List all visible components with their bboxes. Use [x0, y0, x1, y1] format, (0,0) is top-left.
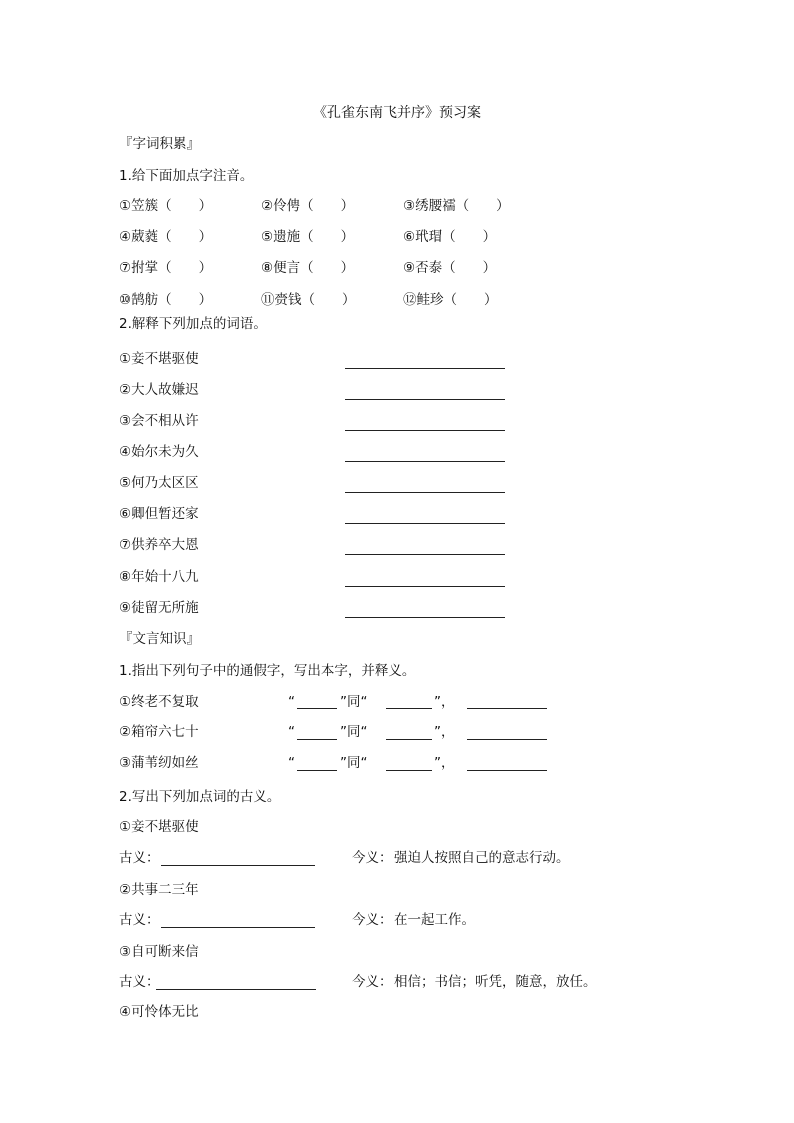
question-4-prompt: 2.写出下列加点词的古义。	[119, 789, 281, 805]
open-quote: “	[288, 755, 295, 771]
jinyi-label: 今义：	[352, 912, 393, 928]
guyi-sentence: ①妾不堪驱使	[119, 819, 199, 835]
close-quote: ”，	[434, 694, 455, 710]
explain-item: ⑨徒留无所施	[119, 600, 199, 616]
section-heading-classical: 『文言知识』	[119, 631, 200, 647]
answer-line[interactable]	[345, 617, 505, 618]
guyi-answer-line[interactable]	[161, 865, 315, 866]
pinyin-item: ⑫鲑珍（ ）	[403, 292, 498, 308]
pinyin-item: ④葳蕤（ ）	[119, 229, 213, 245]
blank-benzi[interactable]	[386, 708, 432, 709]
guyi-answer-line[interactable]	[161, 927, 315, 928]
question-1-prompt: 1.给下面加点字注音。	[119, 168, 254, 184]
jinyi-text: 相信；书信；听凭，随意，放任。	[394, 974, 597, 990]
jinyi-text: 在一起工作。	[394, 912, 475, 928]
same-as-label: ”同“	[340, 755, 368, 771]
section-heading-vocab: 『字词积累』	[119, 136, 200, 152]
guyi-label: 古义：	[119, 974, 160, 990]
guyi-sentence: ③自可断来信	[119, 944, 199, 960]
answer-line[interactable]	[345, 523, 505, 524]
pinyin-item: ②伶俜（ ）	[261, 198, 355, 214]
blank-jiajie[interactable]	[297, 739, 337, 740]
pinyin-item: ⑦拊掌（ ）	[119, 260, 213, 276]
tongjia-item: ①终老不复取	[119, 694, 199, 710]
question-2-prompt: 2.解释下列加点的词语。	[119, 316, 267, 332]
pinyin-item: ⑨否泰（ ）	[403, 260, 497, 276]
jinyi-text: 强迫人按照自己的意志行动。	[394, 850, 570, 866]
explain-item: ⑧年始十八九	[119, 569, 199, 585]
pinyin-item: ①笠簇（ ）	[119, 198, 213, 214]
blank-jiajie[interactable]	[297, 708, 337, 709]
blank-benzi[interactable]	[386, 739, 432, 740]
pinyin-item: ⑪赍钱（ ）	[261, 292, 356, 308]
answer-line[interactable]	[345, 368, 505, 369]
blank-meaning[interactable]	[467, 708, 547, 709]
open-quote: “	[288, 724, 295, 740]
answer-line[interactable]	[345, 399, 505, 400]
pinyin-item: ⑤遗施（ ）	[261, 229, 355, 245]
answer-line[interactable]	[345, 586, 505, 587]
pinyin-item: ③绣腰襦（ ）	[403, 198, 510, 214]
blank-meaning[interactable]	[467, 739, 547, 740]
explain-item: ⑤何乃太区区	[119, 475, 199, 491]
guyi-label: 古义：	[119, 912, 160, 928]
tongjia-item: ②箱帘六七十	[119, 724, 199, 740]
explain-item: ③会不相从许	[119, 413, 199, 429]
answer-line[interactable]	[345, 554, 505, 555]
pinyin-item: ⑥玳瑁（ ）	[403, 229, 497, 245]
explain-item: ⑦供养卒大恩	[119, 537, 199, 553]
explain-item: ⑥卿但暂还家	[119, 506, 199, 522]
blank-jiajie[interactable]	[297, 770, 337, 771]
open-quote: “	[288, 694, 295, 710]
page-title: 《孔雀东南飞并序》预习案	[313, 105, 481, 121]
tongjia-item: ③蒲苇纫如丝	[119, 755, 199, 771]
jinyi-label: 今义：	[352, 850, 393, 866]
pinyin-item: ⑧便言（ ）	[261, 260, 355, 276]
jinyi-label: 今义：	[352, 974, 393, 990]
blank-benzi[interactable]	[386, 770, 432, 771]
guyi-label: 古义：	[119, 850, 160, 866]
close-quote: ”，	[434, 755, 455, 771]
answer-line[interactable]	[345, 461, 505, 462]
explain-item: ②大人故嫌迟	[119, 382, 199, 398]
guyi-sentence: ②共事二三年	[119, 882, 199, 898]
answer-line[interactable]	[345, 492, 505, 493]
explain-item: ④始尔未为久	[119, 444, 199, 460]
question-3-prompt: 1.指出下列句子中的通假字，写出本字，并释义。	[119, 663, 416, 679]
guyi-sentence: ④可怜体无比	[119, 1004, 199, 1020]
answer-line[interactable]	[345, 430, 505, 431]
close-quote: ”，	[434, 724, 455, 740]
explain-item: ①妾不堪驱使	[119, 351, 199, 367]
blank-meaning[interactable]	[467, 770, 547, 771]
same-as-label: ”同“	[340, 724, 368, 740]
pinyin-item: ⑩鹄舫（ ）	[119, 292, 213, 308]
guyi-answer-line[interactable]	[156, 989, 316, 990]
same-as-label: ”同“	[340, 694, 368, 710]
